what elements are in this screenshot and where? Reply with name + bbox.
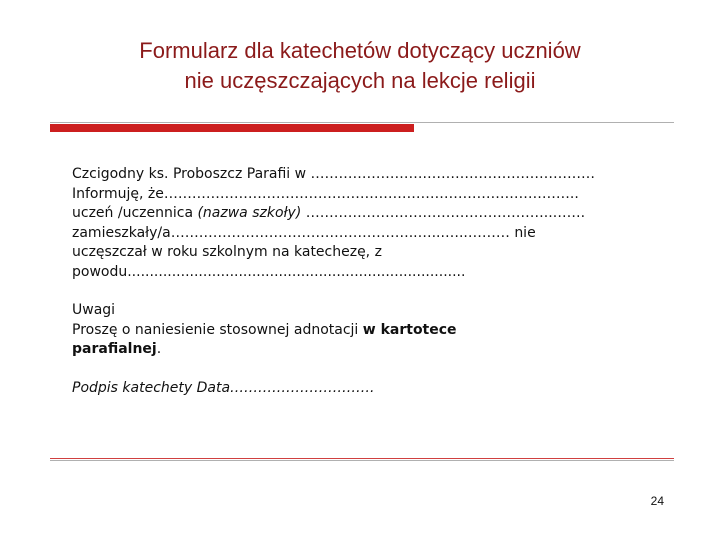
notes-text-bold-2: parafialnej bbox=[72, 341, 157, 357]
form-line-residence: zamieszkały/a……………………………………………..…...…..……… nie bbox=[72, 224, 536, 241]
accent-bar bbox=[50, 124, 414, 132]
page-number: 24 bbox=[650, 494, 664, 508]
notes-text-cont bbox=[72, 340, 672, 360]
title-line-1: Formularz dla katechetów dotyczący uczniów bbox=[139, 38, 581, 63]
school-name-blank: ……………………………………………..……. bbox=[301, 205, 586, 221]
notes-text-end: . bbox=[156, 341, 162, 357]
form-line-parish: Czcigodny ks. Proboszcz Parafii w …………………….……………………………… bbox=[72, 166, 595, 182]
student-label: uczeń /uczennica bbox=[72, 205, 198, 221]
bottom-divider-gray bbox=[50, 460, 674, 461]
school-name-label: (nazwa szkoły) bbox=[197, 205, 302, 221]
notes-text-bold: w kartotece bbox=[362, 321, 457, 338]
form-body bbox=[72, 165, 672, 398]
bottom-divider-red bbox=[50, 458, 674, 459]
form-line-reason: powodu............................................................................ bbox=[72, 263, 466, 280]
page-title bbox=[0, 36, 720, 96]
signature-line: Podpis katechety Data…………………………. bbox=[72, 379, 375, 396]
title-line-2: nie uczęszczających na lekcje religii bbox=[184, 68, 536, 93]
notes-heading: Uwagi bbox=[72, 302, 116, 318]
form-line-attendance: uczęszczał w roku szkolnym na katechezę, z bbox=[72, 244, 382, 260]
notes-text-a: Proszę o naniesienie stosownej adnotacji bbox=[72, 321, 363, 338]
form-line-inform: Informuję, że…………………………………………………………………………….. bbox=[72, 185, 579, 202]
top-divider bbox=[50, 122, 674, 123]
notes-text bbox=[72, 321, 672, 341]
form-line-student bbox=[72, 204, 672, 224]
